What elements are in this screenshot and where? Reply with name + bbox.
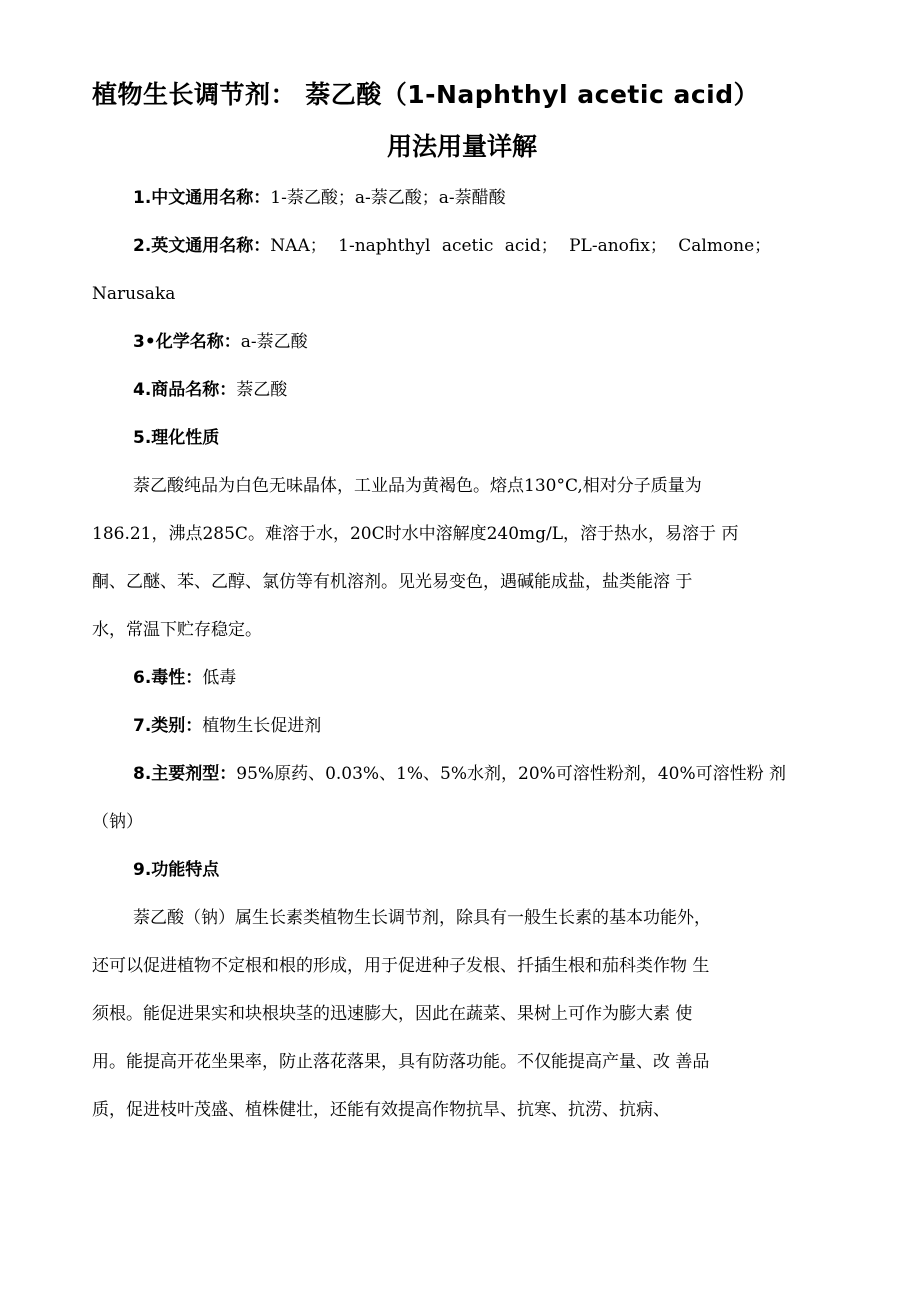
item-label: 2.英文通用名称： [133,236,271,256]
item-value: 95%原药、0.03%、1%、5%水剂，20%可溶性粉剂，40%可溶性粉 剂 [236,764,786,784]
paragraph-line: 萘乙酸（钠）属生长素类植物生长调节剂，除具有一般生长素的基本功能外， [133,908,711,928]
item-label: 3•化学名称： [133,332,241,352]
item-english-name [133,234,823,258]
item-value: NAA； 1-naphthyl acetic acid； PL-anofix； Calmone； [270,236,772,256]
item-label: 6.毒性： [133,668,203,688]
item-value: （钠） [92,812,143,832]
section-heading-properties [133,426,823,450]
section-label: 9.功能特点 [133,860,220,880]
paragraph-line: 用。能提高开花坐果率，防止落花落果，具有防落功能。不仅能提高产量、改 善品 [92,1052,710,1072]
paragraph-line: 还可以促进植物不定根和根的形成，用于促进种子发根、扦插生根和茄科类作物 生 [92,956,710,976]
item-formulations [133,762,823,786]
item-value: a-萘乙酸 [240,332,308,352]
item-value: Narusaka [92,284,176,304]
item-trade-name [133,378,823,402]
item-label: 4.商品名称： [133,380,237,400]
item-value: 低毒 [202,668,237,688]
item-toxicity [133,666,823,690]
item-chinese-name [133,186,823,210]
paragraph-line: 酮、乙醚、苯、乙醇、氯仿等有机溶剂。见光易变色，遇碱能成盐，盐类能溶 于 [92,572,693,592]
item-formulations-continued [92,810,822,834]
item-label: 1.中文通用名称： [133,188,271,208]
item-value: 萘乙酸 [236,380,288,400]
paragraph-line: 186.21，沸点285C。难溶于水，20C时水中溶解度240mg/L，溶于热水，易溶于 丙 [92,524,739,544]
section-label: 5.理化性质 [133,428,220,448]
item-english-name-continued [92,282,822,306]
item-value: 1-萘乙酸；a-萘乙酸；a-萘醋酸 [270,188,506,208]
document-title: 植物生长调节剂： 萘乙酸（1-Naphthyl acetic acid） [92,80,760,109]
item-label: 7.类别： [133,716,203,736]
document-subtitle: 用法用量详解 [386,132,537,161]
paragraph-line: 质，促进枝叶茂盛、植株健壮，还能有效提高作物抗旱、抗寒、抗涝、抗病、 [92,1100,670,1120]
paragraph-line: 水，常温下贮存稳定。 [92,620,262,640]
item-category [133,714,823,738]
paragraph-line: 萘乙酸纯品为白色无味晶体，工业品为黄褐色。熔点130°C,相对分子质量为 [133,476,702,496]
item-value: 植物生长促进剂 [202,716,322,736]
item-chemical-name [133,330,823,354]
paragraph-line: 须根。能促进果实和块根块茎的迅速膨大，因此在蔬菜、果树上可作为膨大素 使 [92,1004,693,1024]
section-heading-features [133,858,823,882]
item-label: 8.主要剂型： [133,764,237,784]
